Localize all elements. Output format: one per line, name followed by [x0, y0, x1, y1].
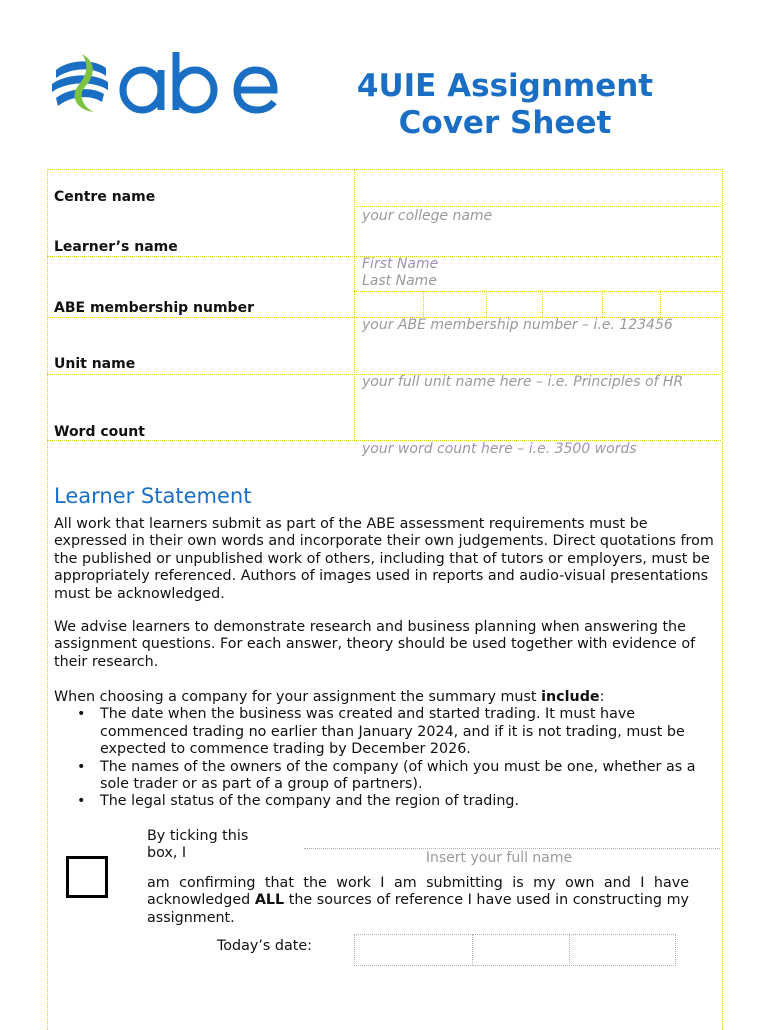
date-year-field[interactable]	[569, 934, 676, 966]
membership-cell-divider	[660, 291, 661, 317]
paragraph-3-colon: :	[599, 689, 605, 705]
centre-name-label: Centre name	[54, 189, 156, 205]
statement-paragraph-3	[54, 689, 714, 811]
list-item: • The names of the owners of the company (of which you must be one, whether as a sole trader or as part of a group of partners).	[100, 759, 714, 794]
confirm-text-end: the sources of reference I have used in constructing my assignment.	[147, 892, 689, 926]
todays-date-label: Today’s date:	[217, 938, 312, 954]
statement-paragraph-1: All work that learners submit as part of the ABE assessment requirements must be expressed in their own words and incorporate their own judgements. Direct quotations from the published or unpublished work of others, including that of tutors or employers, must be appropriately referenced. Authors of images used in reports and audio-visual presentations must be acknowledged.	[54, 516, 714, 602]
membership-cell-divider	[423, 291, 424, 317]
title-line-1: 4UIE Assignment	[356, 68, 654, 104]
ticking-text: By ticking this box, I	[147, 828, 249, 862]
membership-cell-divider	[602, 291, 603, 317]
last-name-field[interactable]: Last Name	[362, 273, 437, 289]
word-count-field[interactable]: your word count here – i.e. 3500 words	[362, 441, 637, 457]
date-day-field[interactable]	[354, 934, 473, 966]
confirm-text-start: am confirming that the work I am submitting is my own and I have acknowledged	[147, 875, 689, 909]
membership-cell-divider	[542, 291, 543, 317]
form-column-divider	[354, 169, 355, 441]
full-name-field[interactable]: Insert your full name	[425, 850, 573, 866]
word-count-label: Word count	[54, 424, 145, 440]
list-item: • The date when the business was created and started trading. It must have commenced trading no earlier than January 2024, and if it is not trading, must be expected to commence trading by December 2026.	[100, 706, 714, 758]
abe-wordmark	[123, 52, 274, 110]
name-line	[304, 848, 720, 849]
unit-name-label: Unit name	[54, 356, 136, 372]
centre-name-field[interactable]: your college name	[362, 208, 493, 224]
confirmation-text	[147, 875, 689, 927]
abe-logo-graphic	[48, 50, 280, 116]
membership-number-field[interactable]: your ABE membership number – i.e. 123456	[362, 317, 673, 333]
paragraph-3-text: When choosing a company for your assignment the summary must	[54, 689, 542, 705]
membership-number-label: ABE membership number	[54, 300, 254, 316]
declaration-checkbox[interactable]	[66, 856, 108, 898]
learner-statement-heading: Learner Statement	[54, 484, 252, 508]
learner-name-label: Learner’s name	[54, 239, 178, 255]
all-emphasis: ALL	[254, 892, 285, 909]
unit-name-field[interactable]: your full unit name here – i.e. Principles of HR	[362, 374, 684, 390]
title-line-2: Cover Sheet	[398, 105, 612, 141]
statement-paragraph-2: We advise learners to demonstrate research and business planning when answering the assignment questions. For each answer, theory should be used together with evidence of their research.	[54, 619, 696, 670]
first-name-field[interactable]: First Name	[362, 256, 439, 272]
membership-cell-divider	[486, 291, 487, 317]
include-emphasis: include	[541, 689, 600, 705]
form-row-divider	[354, 291, 721, 292]
form-row-divider	[354, 206, 721, 207]
date-month-field[interactable]	[472, 934, 570, 966]
abe-logo	[48, 50, 280, 116]
list-item: • The legal status of the company and the region of trading.	[100, 793, 714, 810]
requirements-list	[54, 706, 714, 810]
page-title	[310, 68, 700, 142]
